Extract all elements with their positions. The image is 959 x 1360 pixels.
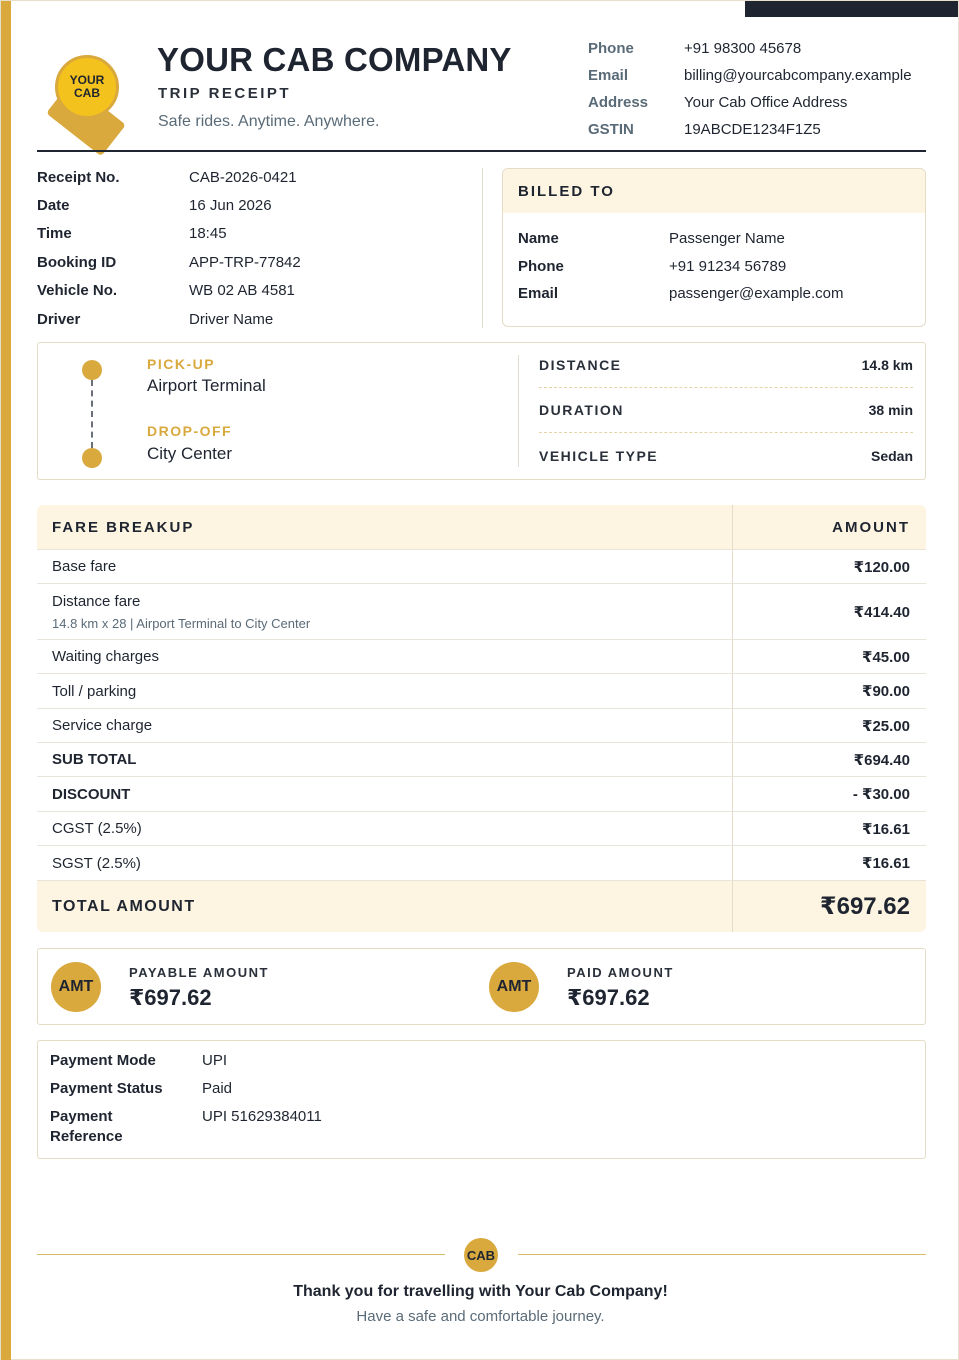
meta-value: 16 Jun 2026 bbox=[189, 197, 272, 215]
billed-value: +91 91234 56789 bbox=[669, 257, 787, 275]
contact-label: Phone bbox=[588, 40, 634, 57]
billed-value: passenger@example.com bbox=[669, 285, 844, 303]
meta-value: Driver Name bbox=[189, 310, 274, 328]
company-tagline: Safe rides. Anytime. Anywhere. bbox=[158, 113, 380, 130]
billed-row-phone bbox=[518, 253, 925, 281]
fare-row-sgst bbox=[37, 846, 926, 881]
pickup-marker-icon bbox=[82, 360, 102, 380]
dropoff-marker-icon bbox=[82, 448, 102, 468]
stat-label: DISTANCE bbox=[539, 357, 622, 373]
fare-desc-text: Toll / parking bbox=[52, 682, 137, 700]
fare-desc-text: SGST (2.5%) bbox=[52, 854, 141, 872]
billed-row-name bbox=[518, 225, 925, 253]
fare-amount: ₹120.00 bbox=[853, 558, 910, 576]
fare-desc-text: DISCOUNT bbox=[52, 785, 131, 803]
fare-header-desc: FARE BREAKUP bbox=[37, 505, 733, 549]
billed-label: Phone bbox=[518, 257, 564, 275]
fare-desc-text: SUB TOTAL bbox=[52, 751, 137, 768]
fare-desc-text: CGST (2.5%) bbox=[52, 820, 142, 837]
meta-value: 18:45 bbox=[189, 225, 227, 243]
stat-label: DURATION bbox=[539, 402, 624, 418]
fare-row-total bbox=[37, 881, 926, 932]
stat-row-vehicle-type bbox=[539, 433, 913, 478]
company-logo bbox=[39, 47, 139, 159]
stat-value: 14.8 km bbox=[861, 357, 913, 373]
fare-amount: ₹45.00 bbox=[862, 648, 910, 666]
stat-label: VEHICLE TYPE bbox=[539, 447, 659, 464]
receipt-details bbox=[37, 163, 301, 333]
payable-amount-value: ₹697.62 bbox=[129, 985, 212, 1010]
pay-label: Payment Reference bbox=[50, 1108, 123, 1145]
paid-amount-value: ₹697.62 bbox=[567, 985, 650, 1010]
logo-text-line2: CAB bbox=[74, 86, 100, 100]
dropoff-location: City Center bbox=[147, 444, 233, 463]
fare-table-header bbox=[37, 505, 926, 550]
meta-value: APP-TRP-77842 bbox=[189, 253, 301, 271]
fare-desc bbox=[37, 777, 733, 811]
fare-row-waiting bbox=[37, 640, 926, 674]
fare-amount: ₹25.00 bbox=[862, 717, 910, 735]
billed-label: Name bbox=[518, 230, 559, 248]
contact-value: +91 98300 45678 bbox=[684, 40, 802, 57]
paid-amount-icon: AMT bbox=[489, 962, 539, 1012]
company-name: YOUR CAB COMPANY bbox=[157, 41, 512, 78]
pay-row-reference bbox=[50, 1107, 925, 1147]
stat-value: 38 min bbox=[868, 402, 913, 418]
fare-desc bbox=[37, 640, 733, 673]
fare-amount: ₹16.61 bbox=[862, 820, 910, 838]
fare-desc-text: Waiting charges bbox=[52, 648, 159, 665]
meta-value: CAB-2026-0421 bbox=[189, 168, 297, 186]
fare-desc-detail: 14.8 km x 28 | Airport Terminal to City Center bbox=[52, 615, 311, 631]
document-title: TRIP RECEIPT bbox=[158, 85, 292, 102]
fare-row-toll bbox=[37, 674, 926, 709]
fare-row-distance bbox=[37, 584, 926, 640]
trip-details-card bbox=[37, 342, 926, 480]
amount-summary-card bbox=[37, 948, 926, 1025]
meta-row-time bbox=[37, 220, 301, 248]
billed-value: Passenger Name bbox=[669, 230, 785, 248]
contact-row-address bbox=[588, 89, 912, 116]
fare-desc bbox=[37, 812, 733, 845]
fare-amount: ₹16.61 bbox=[862, 855, 910, 872]
contact-value: billing@yourcabcompany.example bbox=[684, 67, 912, 84]
route-line bbox=[91, 380, 93, 448]
payment-details-card bbox=[37, 1040, 926, 1159]
meta-label: Receipt No. bbox=[37, 168, 120, 186]
header-divider bbox=[37, 150, 926, 152]
contact-label: Email bbox=[588, 67, 629, 84]
stat-row-duration bbox=[539, 388, 913, 433]
closing-note: Have a safe and comfortable journey. bbox=[356, 1308, 605, 1325]
fare-amount: ₹694.40 bbox=[853, 751, 910, 769]
pay-label: Payment Mode bbox=[50, 1052, 156, 1069]
pay-row-status bbox=[50, 1079, 925, 1107]
paid-amount-label: PAID AMOUNT bbox=[567, 965, 674, 980]
meta-divider bbox=[482, 168, 483, 328]
thank-you-message: Thank you for travelling with Your Cab Company! bbox=[293, 1283, 668, 1300]
billed-to-body bbox=[503, 213, 925, 308]
contact-row-phone bbox=[588, 35, 912, 62]
meta-row-receipt-no bbox=[37, 163, 301, 191]
footer-cab-badge: CAB bbox=[464, 1238, 498, 1272]
fare-row-cgst bbox=[37, 812, 926, 846]
stat-value: Sedan bbox=[870, 447, 913, 464]
meta-label: Driver bbox=[37, 310, 81, 328]
top-accent-bar bbox=[745, 1, 958, 17]
billed-to-title: BILLED TO bbox=[503, 169, 925, 213]
fare-row-subtotal bbox=[37, 743, 926, 777]
fare-desc bbox=[37, 743, 733, 776]
billed-label: Email bbox=[518, 285, 559, 303]
contact-value: 19ABCDE1234F1Z5 bbox=[684, 121, 821, 138]
contact-row-gstin bbox=[588, 116, 912, 143]
meta-row-booking-id bbox=[37, 248, 301, 276]
fare-desc bbox=[37, 846, 733, 880]
fare-header-amount: AMOUNT bbox=[832, 518, 910, 536]
fare-desc-text: Service charge bbox=[52, 717, 153, 734]
fare-desc bbox=[37, 709, 733, 742]
fare-amount: ₹90.00 bbox=[862, 683, 910, 700]
fare-row-service bbox=[37, 709, 926, 743]
pay-value: UPI 51629384011 bbox=[202, 1108, 322, 1125]
fare-desc-text: Distance fare bbox=[52, 592, 141, 610]
logo-badge bbox=[55, 55, 119, 119]
pickup-location: Airport Terminal bbox=[147, 376, 266, 395]
pay-label: Payment Status bbox=[50, 1080, 163, 1097]
left-accent-bar bbox=[1, 1, 11, 1360]
fare-row-discount bbox=[37, 777, 926, 812]
meta-label: Time bbox=[37, 225, 72, 243]
payable-amount-icon: AMT bbox=[51, 962, 101, 1012]
meta-row-date bbox=[37, 191, 301, 219]
footer-rule-right bbox=[518, 1254, 926, 1255]
contact-value: Your Cab Office Address bbox=[684, 94, 848, 111]
payable-amount-label: PAYABLE AMOUNT bbox=[129, 965, 269, 980]
trip-stats bbox=[539, 343, 913, 478]
meta-label: Vehicle No. bbox=[37, 282, 118, 300]
pay-value: UPI bbox=[202, 1052, 228, 1069]
fare-desc bbox=[37, 674, 733, 708]
pickup-label: PICK-UP bbox=[147, 356, 216, 372]
fare-desc-text: Base fare bbox=[52, 558, 117, 575]
logo-text-line1: YOUR bbox=[69, 73, 105, 87]
meta-label: Booking ID bbox=[37, 253, 117, 271]
billed-to-card bbox=[502, 168, 926, 327]
meta-label: Date bbox=[37, 197, 70, 215]
contact-label: Address bbox=[588, 94, 649, 111]
company-contact bbox=[588, 35, 912, 143]
fare-row-base bbox=[37, 550, 926, 584]
pay-row-mode bbox=[50, 1051, 925, 1079]
trip-divider bbox=[518, 355, 519, 467]
billed-row-email bbox=[518, 280, 925, 308]
footer-rule-left bbox=[37, 1254, 445, 1255]
contact-label: GSTIN bbox=[588, 121, 634, 138]
meta-row-driver bbox=[37, 305, 301, 333]
fare-desc bbox=[37, 584, 733, 639]
meta-row-vehicle-no bbox=[37, 277, 301, 305]
fare-desc bbox=[37, 550, 733, 583]
fare-amount: - ₹30.00 bbox=[852, 786, 910, 803]
pay-value: Paid bbox=[202, 1080, 233, 1097]
total-amount: ₹697.62 bbox=[819, 893, 910, 920]
fare-table bbox=[37, 505, 926, 932]
dropoff-label: DROP-OFF bbox=[147, 423, 233, 439]
total-label: TOTAL AMOUNT bbox=[37, 881, 733, 932]
meta-value: WB 02 AB 4581 bbox=[189, 282, 295, 300]
fare-amount: ₹414.40 bbox=[853, 603, 910, 621]
stat-row-distance bbox=[539, 343, 913, 388]
contact-row-email bbox=[588, 62, 912, 89]
